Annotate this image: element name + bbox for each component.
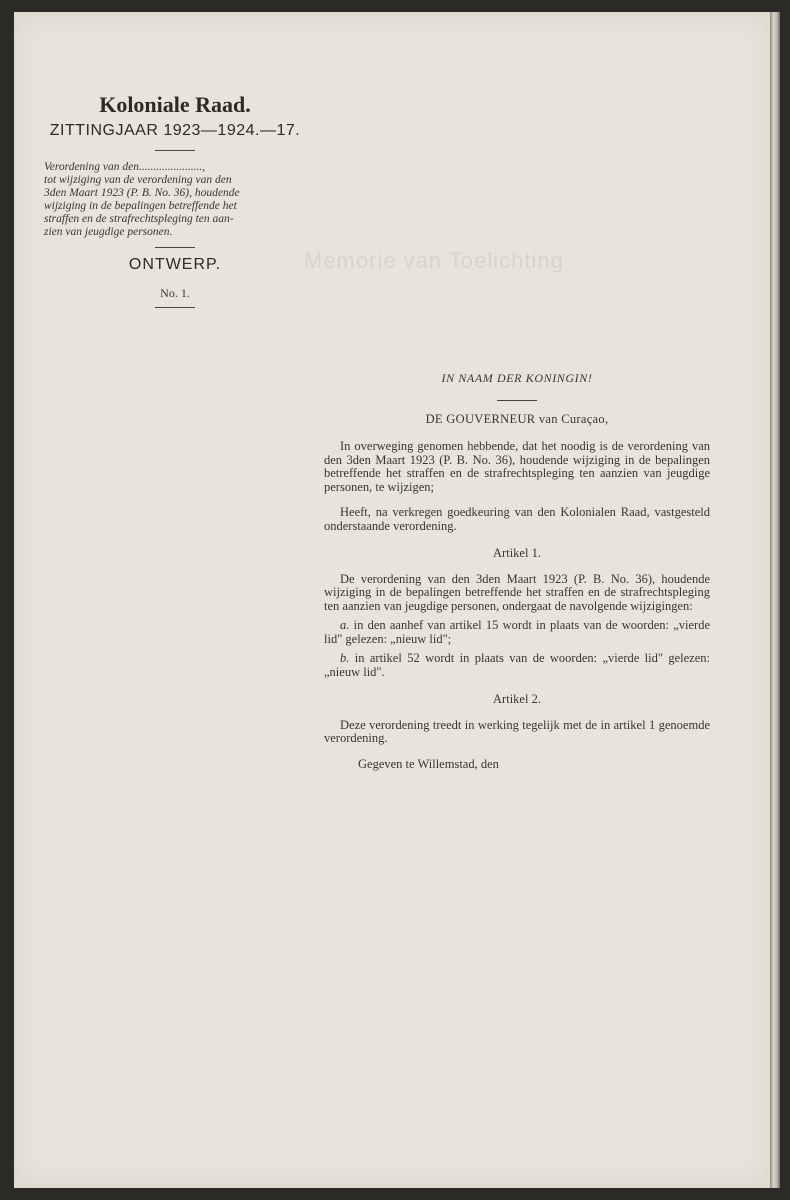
subject-line: 3den Maart 1923 (P. B. No. 36), houdende (44, 187, 240, 199)
item-text: in artikel 52 wordt in plaats van de woorden: „vierde lid" gelezen: „nieuw lid". (324, 651, 710, 679)
left-column (44, 92, 306, 308)
bleed-through-text: Memorie van Toelichting (304, 248, 564, 273)
article-1-intro: De verordening van den 3den Maart 1923 (P. B. No. 36), houdende wijziging in de bepalingen betreffende het straffen en de strafrechtspleging ten aanzien van jeugdige personen, ondergaat de navolgende wijzigingen: (324, 571, 710, 613)
considering-paragraph: In overweging genomen hebbende, dat het noodig is de verordening van den 3den Maart 1923 (P. B. No. 36), houdende wijziging in de bepalingen betreffende het straffen en de strafrechtspleging ten aanzien van jeugdige personen, te wijzigen; (324, 439, 710, 494)
subject-line: tot wijziging van de verordening van den (44, 174, 232, 186)
subject-line: wijziging in de bepalingen betreffende het (44, 200, 237, 212)
preamble-heading: IN NAAM DER KONINGIN! (441, 371, 593, 385)
subject-line: straffen en de strafrechtspleging ten aan- (44, 213, 234, 225)
amendment-item-a (324, 619, 710, 646)
session-year: ZITTINGJAAR 1923—1924.—17. (49, 122, 301, 139)
subject-line: Verordening van den......................, (44, 161, 206, 173)
item-text: in den aanhef van artikel 15 wordt in plaats van de woorden: „vierde lid" gelezen: „nieuw lid"; (324, 618, 710, 646)
document-page (14, 12, 770, 1188)
document-number: No. 1. (160, 286, 190, 300)
approval-paragraph: Heeft, na verkregen goedkeuring van den Kolonialen Raad, vastgesteld onderstaande verordening. (324, 505, 710, 533)
council-title: Koloniale Raad. (99, 92, 251, 117)
article-2-title: Artikel 2. (493, 692, 541, 706)
signoff-line: Gegeven te Willemstad, den (358, 756, 499, 771)
article-1-title: Artikel 1. (493, 546, 541, 560)
item-letter: a. (340, 618, 350, 632)
divider (155, 150, 195, 151)
divider (155, 247, 195, 248)
page-edge (770, 12, 780, 1188)
divider (497, 400, 537, 401)
item-letter: b. (340, 651, 350, 665)
draft-label: ONTWERP. (128, 256, 222, 273)
subject-text (44, 161, 306, 239)
amendment-item-b (324, 652, 710, 679)
divider (155, 307, 195, 308)
article-2-text: Deze verordening treedt in werking tegelijk met de in artikel 1 genoemde verordening. (324, 717, 710, 745)
governor-line: DE GOUVERNEUR van Curaçao, (425, 411, 609, 426)
ordinance-body (324, 372, 710, 771)
subject-line: zien van jeugdige personen. (44, 226, 173, 238)
